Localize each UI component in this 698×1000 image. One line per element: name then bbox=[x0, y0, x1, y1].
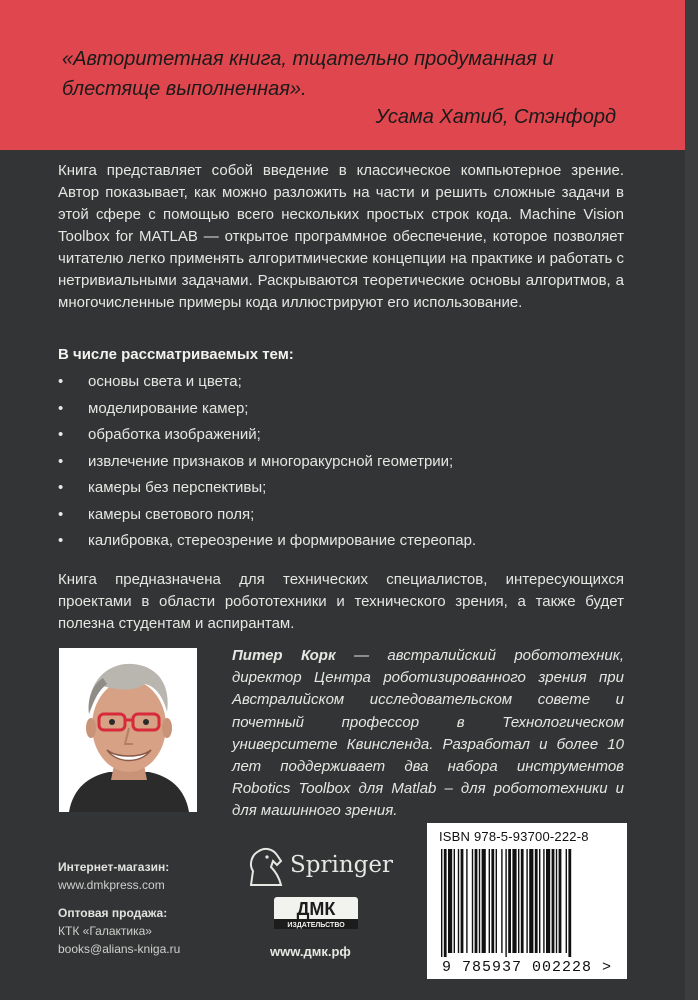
barcode-bar bbox=[461, 849, 464, 953]
wholesale-email: books@alians-kniga.ru bbox=[58, 942, 181, 956]
dmk-logo-text: ДМК bbox=[296, 899, 336, 919]
bullet-icon: • bbox=[58, 505, 64, 523]
barcode-bar bbox=[568, 849, 571, 957]
bullet-icon: • bbox=[58, 452, 64, 470]
author-portrait-icon bbox=[59, 648, 197, 812]
barcode-bar bbox=[526, 849, 527, 953]
barcode-bar bbox=[475, 849, 478, 953]
barcode-bar bbox=[496, 849, 497, 953]
list-item bbox=[58, 422, 476, 449]
author-bio bbox=[232, 645, 624, 823]
bullet-icon: • bbox=[58, 399, 64, 417]
bullet-icon: • bbox=[58, 426, 64, 443]
wholesale-name: КТК «Галактика» bbox=[58, 924, 152, 938]
barcode-bar bbox=[505, 849, 506, 957]
quote-author: Усама Хатиб, Стэнфорд bbox=[375, 106, 616, 128]
topic-text: камеры без перспективы; bbox=[88, 479, 267, 496]
barcode-bar bbox=[508, 849, 511, 953]
list-item bbox=[58, 396, 476, 423]
barcode-bar bbox=[441, 849, 442, 957]
intro-paragraph: Книга представляет собой введение в классическое компьютерное зрение. Автор показывает, как можно разложить на части и решить сложные задачи в этой сфере с помощью всего нескольких простых строк кода. Machine Vision Toolbox for MATLAB — открытое программное обеспечение, которое позволяет читателю легко применять алгоритмические концепции на практике и работать с нетривиальными задачами. Раскрываются теоретические основы алгоритмов, а многочисленные примеры кода иллюстрируют его использование. bbox=[58, 162, 624, 311]
list-item bbox=[58, 502, 476, 529]
barcode-bar bbox=[521, 849, 524, 953]
blurb-quote: «Авторитетная книга, тщательно продуманная и блестяще выполненная». bbox=[62, 48, 554, 100]
topic-text: моделирование камер; bbox=[88, 399, 249, 417]
topic-text: извлечение признаков и многоракурсной геометрии; bbox=[88, 452, 454, 470]
dmk-url: www.дмк.рф bbox=[270, 944, 351, 959]
barcode-bar bbox=[546, 849, 550, 953]
online-shop-url: www.dmkpress.com bbox=[58, 878, 165, 892]
barcode-bar bbox=[472, 849, 473, 953]
barcode-bar bbox=[512, 849, 516, 953]
barcode-bar bbox=[559, 849, 562, 953]
barcode-box bbox=[427, 823, 627, 979]
barcode-bar bbox=[448, 849, 452, 953]
barcode-bar bbox=[489, 849, 490, 953]
dmk-logo bbox=[270, 893, 362, 933]
list-item bbox=[58, 528, 476, 555]
springer-logo: Springer bbox=[290, 852, 393, 878]
list-item bbox=[58, 475, 476, 502]
dmk-sub-text: ИЗДАТЕЛЬСТВО bbox=[287, 922, 345, 929]
topic-text: основы света и цвета; bbox=[88, 373, 242, 390]
barcode-bar bbox=[479, 849, 480, 953]
barcode-bar bbox=[491, 849, 494, 953]
barcode-bar bbox=[501, 849, 502, 953]
author-bio-text: — австралийский робототехник, директор Центра роботизированного зрения при Австралийском исследовательском совете и почетный профессор в Технологическом университете Квинсленда. Разработал и более 10 лет поддерживает два набора инструментов Robotics Toolbox для Matlab – для робототехники и для машинного зрения. bbox=[232, 647, 625, 820]
audience-paragraph: Книга предназначена для технических специалистов, интересующихся проектами в области робототехники и технического зрения, а также будет полезна студентам и аспирантам. bbox=[58, 571, 624, 632]
barcode-bar bbox=[535, 849, 538, 953]
online-shop-label: Интернет-магазин: bbox=[58, 860, 170, 874]
barcode-bar bbox=[454, 849, 455, 953]
list-item bbox=[58, 449, 476, 476]
barcode-bar bbox=[539, 849, 540, 953]
author-photo bbox=[59, 648, 197, 812]
cover-edge bbox=[685, 0, 698, 1000]
barcode-bar bbox=[466, 849, 467, 953]
list-item bbox=[58, 369, 476, 396]
bullet-icon: • bbox=[58, 479, 64, 496]
topic-text: камеры светового поля; bbox=[88, 505, 255, 523]
bullet-icon: • bbox=[58, 532, 64, 549]
barcode-digits: 9 785937 002228 > bbox=[441, 959, 613, 976]
barcode-bar bbox=[566, 849, 567, 953]
isbn-text: ISBN 978-5-93700-222-8 bbox=[439, 829, 589, 844]
barcode-bar bbox=[458, 849, 459, 953]
barcode-bar bbox=[529, 849, 533, 953]
bullet-icon: • bbox=[58, 373, 64, 390]
barcode-bar bbox=[543, 849, 544, 953]
barcode-bar bbox=[556, 849, 557, 953]
topics-title: В числе рассматриваемых тем: bbox=[58, 346, 294, 363]
topic-text: калибровка, стереозрение и формирование стереопар. bbox=[88, 532, 477, 549]
topic-text: обработка изображений; bbox=[88, 426, 261, 443]
barcode-icon bbox=[437, 849, 617, 957]
barcode-bar bbox=[482, 849, 486, 953]
barcode-bar bbox=[518, 849, 519, 953]
barcode-bar bbox=[444, 849, 447, 957]
barcode-bar bbox=[552, 849, 555, 953]
shop-info bbox=[58, 858, 180, 958]
wholesale-label: Оптовая продажа: bbox=[58, 906, 168, 920]
author-name: Питер Корк bbox=[232, 647, 336, 664]
topics-list bbox=[58, 369, 476, 555]
